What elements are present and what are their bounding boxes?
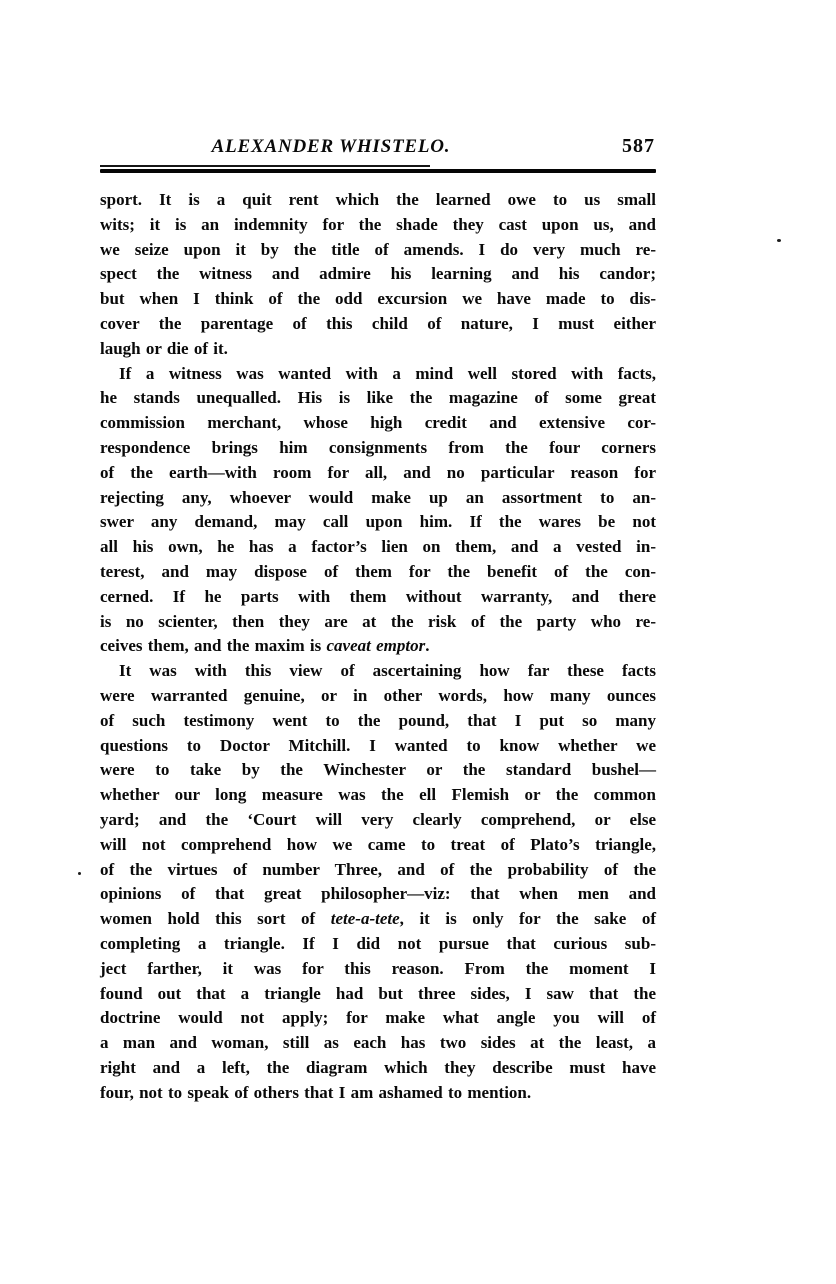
header-rule [100,169,656,173]
text-line [100,882,656,907]
text-segment: yard; and the ‘Court will very clearly comprehend, or else [100,809,656,829]
text-line [100,907,656,932]
text-line [100,510,656,535]
text-line [100,634,656,659]
paragraph [100,188,656,362]
text-segment: of such testimony went to the pound, that I put so many [100,710,656,730]
text-segment: rejecting any, whoever would make up an assortment to an- [100,487,656,507]
text-line [100,337,656,362]
text-line [100,362,656,387]
text-line [100,808,656,833]
text-segment: wits; it is an indemnity for the shade they cast upon us, and [100,214,656,234]
text-segment: questions to Doctor Mitchill. I wanted to know whether we [100,735,656,755]
text-segment: he stands unequalled. His is like the magazine of some great [100,388,656,408]
text-segment: four, not to speak of others that I am ashamed to mention. [100,1082,532,1102]
text-line [100,1031,656,1056]
text-line [100,287,656,312]
text-segment: completing a triangle. If I did not pursue that curious sub- [100,933,656,953]
text-segment: of the virtues of number Three, and of the probability of the [100,859,656,879]
text-line [100,610,656,635]
text-segment: women hold this sort of [100,909,331,929]
text-segment: of the earth—with room for all, and no particular reason for [100,462,656,482]
text-segment: all his own, he has a factor’s lien on them, and a vested in- [100,537,656,557]
italic-text-segment: caveat emptor [326,636,426,656]
text-line [100,709,656,734]
text-line [100,411,656,436]
text-line [100,585,656,610]
text-segment: found out that a triangle had but three sides, I saw that the [100,983,656,1003]
paragraph [100,362,656,660]
text-segment: cerned. If he parts with them without warranty, and there [100,586,656,606]
text-segment: whether our long measure was the ell Flemish or the common [100,785,656,805]
text-line [100,957,656,982]
text-segment: commission merchant, whose high credit and extensive cor- [100,413,656,433]
text-segment: spect the witness and admire his learning and his candor; [100,264,656,284]
text-line [100,486,656,511]
text-line [100,783,656,808]
text-segment: opinions of that great philosopher—viz: that when men and [100,884,656,904]
paragraph [100,659,656,1105]
header-rule-thin [100,165,430,167]
text-line [100,659,656,684]
running-head-title: ALEXANDER WHISTELO. [211,136,451,157]
text-segment: ject farther, it was for this reason. From the moment I [100,958,656,978]
text-line [100,1081,656,1106]
text-segment: is no scienter, then they are at the risk of the party who re- [100,611,656,631]
text-line [100,386,656,411]
text-segment: It was with this view of ascertaining how far these facts [119,661,656,681]
italic-text-segment: tete-a-tete [330,909,400,929]
page-number: 587 [622,135,655,157]
text-line [100,858,656,883]
text-segment: right and a left, the diagram which they describe must have [100,1057,656,1077]
text-line [100,684,656,709]
text-line [100,535,656,560]
text-line [100,932,656,957]
text-segment: were to take by the Winchester or the standard bushel— [100,760,656,780]
text-line [100,560,656,585]
text-line [100,262,656,287]
text-segment: cover the parentage of this child of nature, I must either [100,313,656,333]
text-segment: swer any demand, may call upon him. If the wares be not [100,512,656,532]
ink-speck [777,239,781,242]
text-segment: were warranted genuine, or in other words, how many ounces [100,685,656,705]
text-segment: sport. It is a quit rent which the learned owe to us small [100,190,656,209]
text-segment: doctrine would not apply; for make what angle you will of [100,1008,656,1028]
text-line [100,758,656,783]
text-segment: ceives them, and the maxim is [100,636,327,656]
text-line [100,436,656,461]
text-line [100,213,656,238]
text-line [100,833,656,858]
text-segment: laugh or die of it. [100,338,228,358]
text-line [100,1006,656,1031]
text-segment: terest, and may dispose of them for the benefit of the con- [100,561,656,581]
text-line [100,188,656,213]
text-segment: . [425,636,430,656]
text-segment: will not comprehend how we came to treat of Plato’s triangle, [100,834,656,854]
text-line [100,461,656,486]
text-segment: , it is only for the sake of [399,909,656,929]
text-segment: we seize upon it by the title of amends. I do very much re- [100,239,656,259]
page-body [100,188,656,1105]
text-line [100,312,656,337]
text-line [100,734,656,759]
text-line [100,1056,656,1081]
text-line [100,982,656,1007]
text-line [100,238,656,263]
ink-speck [78,872,81,875]
text-segment: but when I think of the odd excursion we have made to dis- [100,289,656,309]
text-segment: respondence brings him consignments from the four corners [100,437,656,457]
text-segment: If a witness was wanted with a mind well stored with facts, [119,363,656,383]
page-header [100,0,656,180]
text-segment: a man and woman, still as each has two sides at the least, a [100,1033,656,1053]
